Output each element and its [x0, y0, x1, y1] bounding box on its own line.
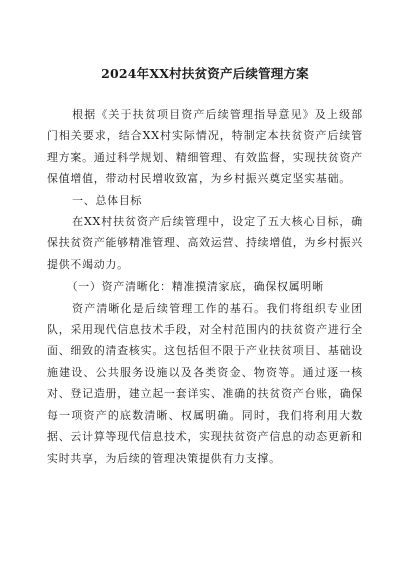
- section-heading: 一、总体目标: [72, 193, 143, 207]
- subsection-paragraph: 资产清晰化是后续管理工作的基石。我们将组织专业团队，采用现代信息技术手段，对全村范围内的扶贫资产进行全面、细致的清查核实。这包括但不限于产业扶贫项目、基础设施建设、公共服务设施以及各类资金、物资等。通过逐一核对、登记造册，建立起一套详实、准确的扶贫资产台账，确保每一项资产的底数清晰、权属明确。同时，我们将利用大数据、云计算等现代信息技术，实现扶贫资产信息的动态更新和实时共享，为后续的管理决策提供有力支撑。: [47, 301, 363, 465]
- intro-paragraph: 根据《关于扶贫项目资产后续管理指导意见》及上级部门相关要求，结合XX村实际情况，特制定本扶贫资产后续管理方案。通过科学规划、精细管理、有效监督，实现扶贫资产保值增值，带动村民增收致富，为乡村振兴奠定坚实基础。: [47, 108, 363, 186]
- document-title: 2024年XX村扶贫资产后续管理方案: [101, 66, 309, 81]
- subsection-heading: （一）资产清晰化：精准摸清家底，确保权属明晰: [66, 280, 324, 294]
- section-paragraph: 在XX村扶贫资产后续管理中，设定了五大核心目标，确保扶贫资产能够精准管理、高效运营、持续增值，为乡村振兴提供不竭动力。: [47, 215, 363, 271]
